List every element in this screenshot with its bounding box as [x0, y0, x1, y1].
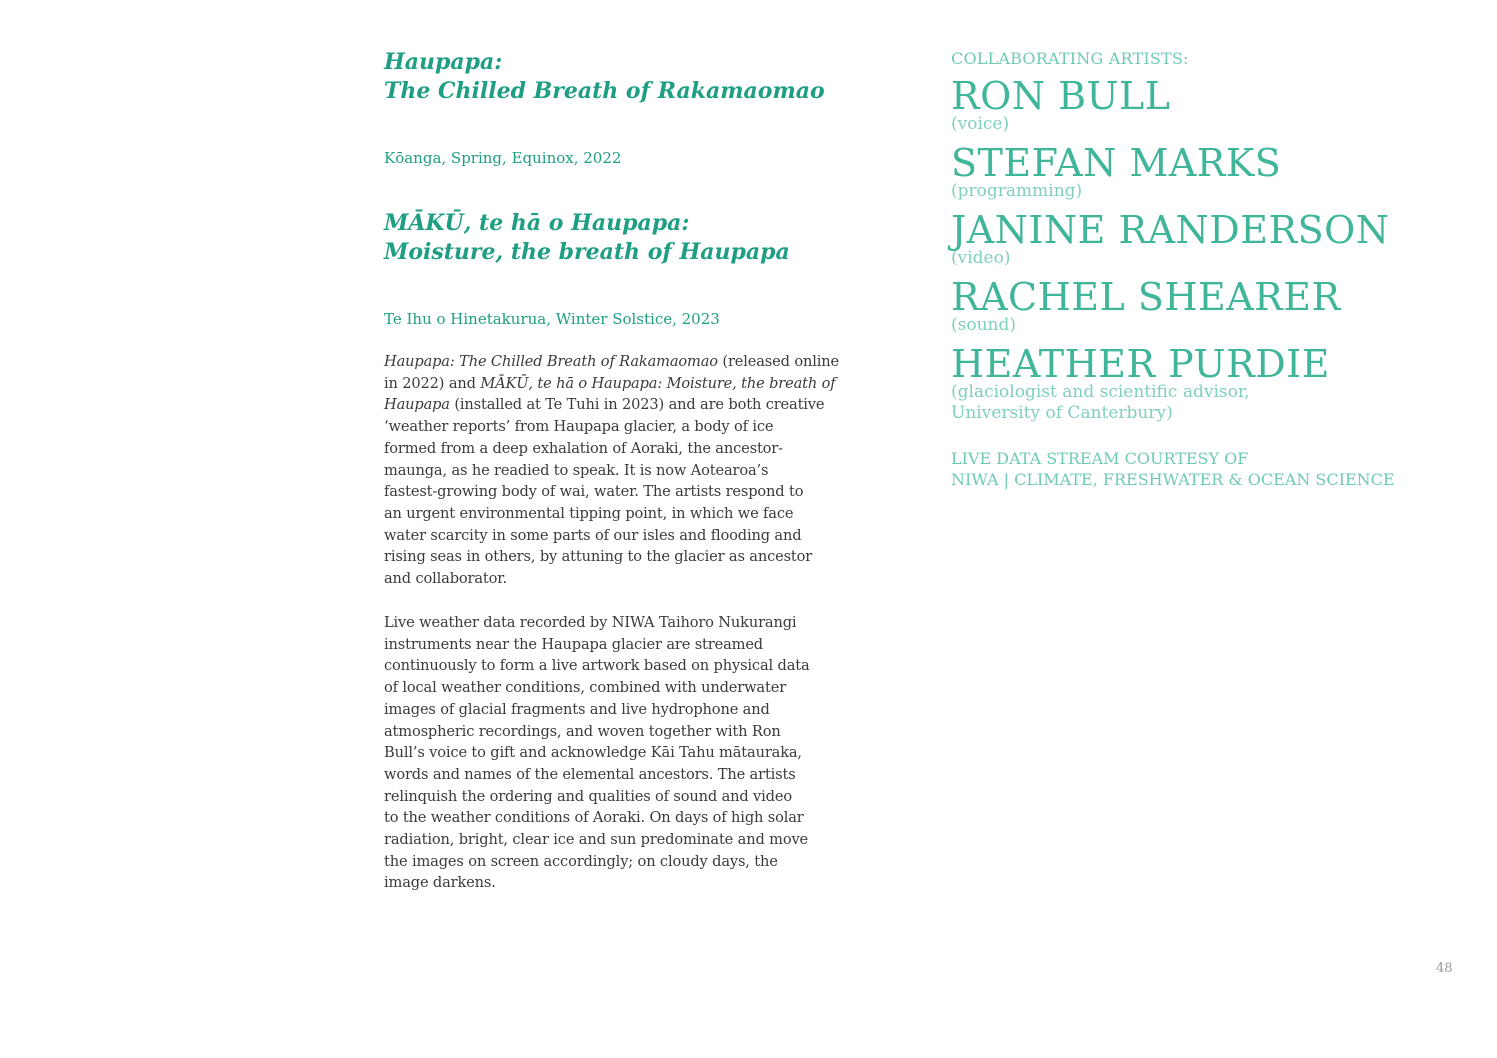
- description-paragraph-2: [384, 612, 864, 894]
- artist-role: (sound): [951, 315, 1017, 335]
- title-line: Moisture, the breath of Haupapa: [384, 239, 790, 265]
- text-line: image darkens.: [384, 874, 496, 892]
- artist-role: (programming): [951, 181, 1083, 201]
- text-line: an urgent environmental tipping point, in which we face: [384, 504, 794, 522]
- artist-name: HEATHER PURDIE: [951, 342, 1330, 386]
- artist-name: STEFAN MARKS: [951, 141, 1282, 185]
- artist-name: RACHEL SHEARER: [951, 275, 1341, 319]
- text-fragment: (released online: [717, 353, 839, 370]
- text-line: the images on screen accordingly; on cloudy days, the: [384, 852, 778, 870]
- italic-title: Haupapa: [384, 396, 450, 414]
- italic-title: MĀKŪ, te hā o Haupapa: Moisture, the breath of: [480, 374, 836, 392]
- credits-column: [951, 48, 1471, 490]
- text-line: [384, 394, 864, 416]
- work-date-maku: Te Ihu o Hinetakurua, Winter Solstice, 2023: [384, 310, 720, 328]
- text-line: images of glacial fragments and live hydrophone and: [384, 700, 770, 718]
- text-fragment: in 2022) and: [384, 374, 481, 392]
- text-line: continuously to form a live artwork based on physical data: [384, 657, 810, 675]
- artist-heather-purdie: [951, 344, 1471, 424]
- text-line: rising seas in others, by attuning to the glacier as ancestor: [384, 548, 813, 566]
- text-line: and collaborator.: [384, 570, 507, 588]
- text-line: formed from a deep exhalation of Aoraki, the ancestor-: [384, 439, 783, 457]
- title-line: Haupapa:: [384, 49, 503, 75]
- artist-name: RON BULL: [951, 74, 1171, 118]
- collaborating-artists-heading: COLLABORATING ARTISTS:: [951, 49, 1189, 68]
- page-number: 48: [1436, 961, 1453, 976]
- artist-stefan-marks: [951, 143, 1471, 202]
- text-line: fastest-growing body of wai, water. The artists respond to: [384, 483, 804, 501]
- text-line: of local weather conditions, combined with underwater: [384, 679, 787, 697]
- title-line: MĀKŪ, te hā o Haupapa:: [384, 210, 690, 236]
- text-line: Bull’s voice to gift and acknowledge Kāi Tahu mātauraka,: [384, 744, 802, 762]
- work-title-haupapa: [384, 48, 825, 106]
- text-fragment: (installed at Te Tuhi in 2023) and are both creative: [449, 396, 825, 414]
- artist-ron-bull: [951, 76, 1471, 135]
- artist-role: (video): [951, 248, 1011, 268]
- text-line: [384, 351, 864, 373]
- text-line: atmospheric recordings, and woven together with Ron: [384, 722, 781, 740]
- title-line: The Chilled Breath of Rakamaomao: [384, 78, 825, 104]
- text-line: instruments near the Haupapa glacier are streamed: [384, 635, 763, 653]
- data-stream-credit: [951, 448, 1471, 490]
- artist-rachel-shearer: [951, 277, 1471, 336]
- text-line: words and names of the elemental ancestors. The artists: [384, 765, 796, 783]
- italic-title: Haupapa: The Chilled Breath of Rakamaomao: [384, 353, 718, 370]
- description-paragraph-1: [384, 351, 864, 590]
- work-date-haupapa: Kōanga, Spring, Equinox, 2022: [384, 149, 622, 167]
- text-line: Live weather data recorded by NIWA Taihoro Nukurangi: [384, 614, 797, 631]
- artist-role: (voice): [951, 114, 1010, 134]
- credit-line: NIWA | CLIMATE, FRESHWATER & OCEAN SCIENCE: [951, 470, 1395, 489]
- artist-name: JANINE RANDERSON: [951, 208, 1390, 252]
- text-line: to the weather conditions of Aoraki. On days of high solar: [384, 809, 804, 827]
- text-line: relinquish the ordering and qualities of sound and video: [384, 787, 792, 805]
- artist-role: (glaciologist and scientific advisor,: [951, 382, 1250, 402]
- text-line: ‘weather reports’ from Haupapa glacier, a body of ice: [384, 418, 774, 436]
- artist-role: University of Canterbury): [951, 403, 1173, 423]
- credit-line: LIVE DATA STREAM COURTESY OF: [951, 449, 1249, 468]
- text-line: radiation, bright, clear ice and sun predominate and move: [384, 831, 809, 849]
- artist-janine-randerson: [951, 210, 1471, 269]
- text-line: maunga, as he readied to speak. It is now Aotearoa’s: [384, 461, 769, 479]
- text-line: [384, 373, 864, 395]
- text-line: water scarcity in some parts of our isles and flooding and: [384, 526, 802, 544]
- work-title-maku: [384, 209, 790, 267]
